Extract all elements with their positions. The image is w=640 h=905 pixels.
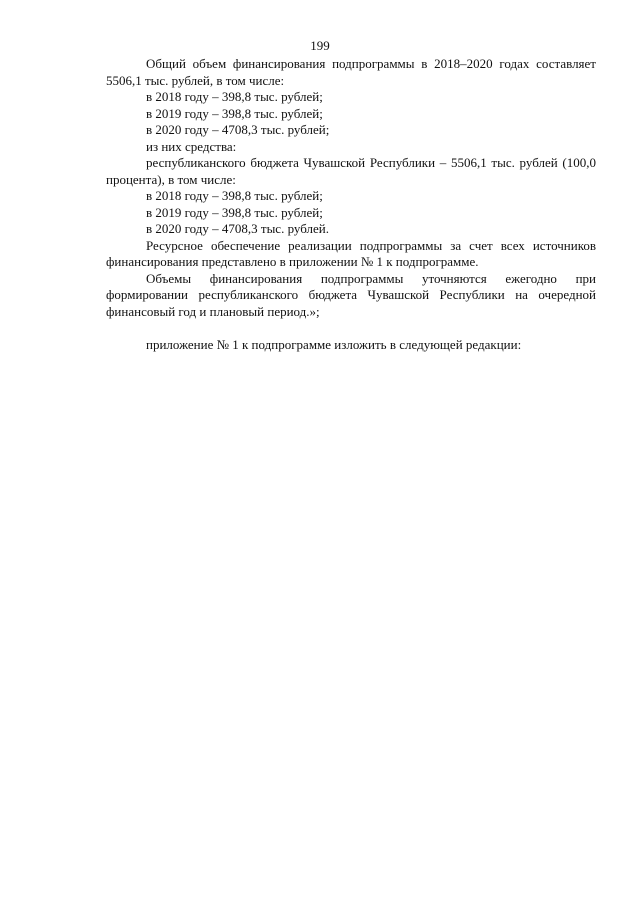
paragraph-2018-total: в 2018 году – 398,8 тыс. рублей; bbox=[146, 89, 323, 104]
paragraph-2018-budget: в 2018 году – 398,8 тыс. рублей; bbox=[146, 188, 323, 203]
document-body bbox=[106, 56, 596, 353]
paragraph-of-which: из них средства: bbox=[146, 138, 237, 154]
page-number: 199 bbox=[310, 38, 330, 53]
paragraph-2020-total: в 2020 году – 4708,3 тыс. рублей; bbox=[146, 122, 330, 137]
paragraph-2020-budget: в 2020 году – 4708,3 тыс. рублей. bbox=[146, 221, 329, 236]
paragraph-spacer bbox=[106, 320, 596, 337]
paragraph-funding-clarification: Объемы финансирования подпрограммы уточняются ежегодно при формировании республиканского бюджета Чувашской Республики на очередной финансовый год и плановый период.»; bbox=[106, 270, 596, 319]
paragraph-appendix-instruction: приложение № 1 к подпрограмме изложить в следующей редакции: bbox=[146, 336, 522, 352]
paragraph-2019-total: в 2019 году – 398,8 тыс. рублей; bbox=[146, 105, 323, 121]
paragraph-total-funding: Общий объем финансирования подпрограммы в 2018–2020 годах составляет 5506,1 тыс. рублей, в том числе: bbox=[106, 56, 596, 88]
paragraph-resource-provision: Ресурсное обеспечение реализации подпрограммы за счет всех источников финансирования представлено в приложении № 1 к подпрограмме. bbox=[106, 237, 596, 269]
paragraph-2019-budget: в 2019 году – 398,8 тыс. рублей; bbox=[146, 204, 323, 220]
paragraph-republican-budget: республиканского бюджета Чувашской Республики – 5506,1 тыс. рублей (100,0 процента), в том числе: bbox=[106, 155, 596, 187]
